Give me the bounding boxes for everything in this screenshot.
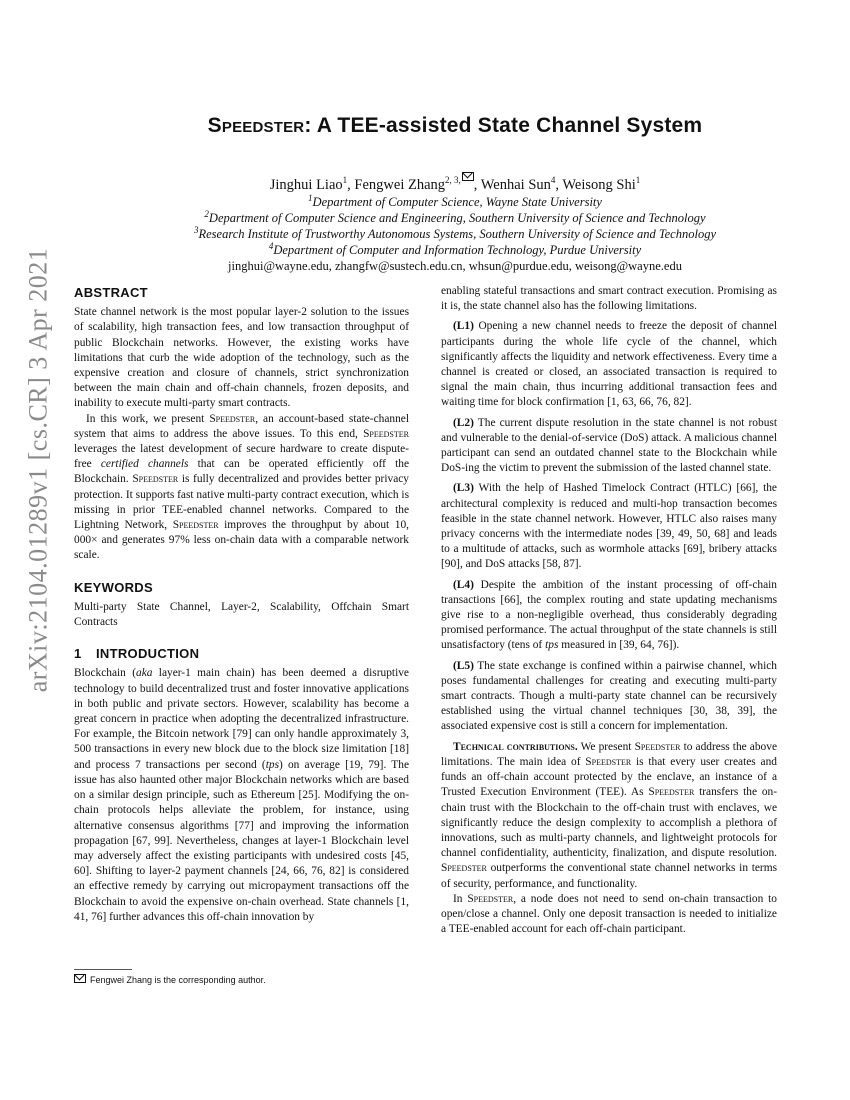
abstract-heading: ABSTRACT: [74, 285, 148, 300]
system-name: Speedster: [441, 862, 487, 875]
limitation-tag: (L4): [453, 578, 474, 591]
author-2: Fengwei Zhang: [354, 177, 446, 193]
abstract-paragraph-2: [74, 412, 409, 564]
right-column: [441, 284, 777, 937]
footnote-text: Fengwei Zhang is the corresponding author.: [90, 975, 266, 985]
emphasis: tps: [265, 758, 279, 771]
affiliation-sup: 3: [193, 225, 199, 235]
system-name: Speedster: [648, 786, 695, 799]
affiliation-sup: 1: [308, 193, 313, 203]
emphasis: certified channels: [100, 458, 189, 471]
introduction-paragraph-1: [74, 666, 409, 924]
paper-title: [60, 114, 850, 138]
intro-continuation: enabling stateful transactions and smart contract execution. Promising as it is, the state channel also has the following limitations.: [441, 285, 777, 313]
author-3-sup: 4: [550, 175, 556, 186]
author-sep: ,: [347, 177, 355, 193]
text-run: transfers the on-chain trust with the Blockchain to the off-chain trust with enclaves, we significantly reduce the design complexity to accomplish a plethora of innovations, such as multi-party channels, and lightweight protocols for channel confidentiality, authenticity, finalization, and dispute resolution.: [441, 786, 778, 860]
text-run: The state exchange is confined within a pairwise channel, which poses fundamental challenges for creating and executing multi-party smart contracts. Though a multi-party state channel can be recursively established using the virtual channel techniques [30, 38, 39], the associated expensive cost is still a concern for implementation.: [441, 659, 777, 733]
text-run: is that every user creates and funds an off-chain account protected by the enclave, an instance of a Trusted Execution Environment (TEE). As: [441, 755, 777, 799]
footnote: [74, 974, 266, 985]
text-run: In: [453, 892, 468, 905]
affiliation-sup: 4: [268, 241, 274, 251]
affiliation-4: [60, 239, 850, 258]
footnote-rule: [74, 969, 132, 970]
introduction-heading: [74, 646, 409, 661]
keywords-text: Multi-party State Channel, Layer-2, Scalability, Offchain Smart Contracts: [74, 600, 409, 629]
technical-contributions: [441, 740, 777, 892]
limitation-l2: [441, 416, 777, 477]
system-name: Speedster: [209, 412, 256, 425]
affiliation-sup: 2: [204, 209, 209, 219]
affiliation-text: Department of Computer Science, Wayne State University: [312, 195, 602, 210]
author-sep: ,: [473, 177, 481, 193]
system-name: Speedster: [172, 519, 219, 532]
author-1-sup: 1: [342, 175, 348, 186]
author-1: Jinghui Liao: [269, 177, 343, 193]
keywords-heading: KEYWORDS: [74, 579, 153, 595]
limitation-l3: [441, 481, 777, 572]
emphasis: tps: [545, 639, 559, 652]
author-sep: ,: [555, 177, 563, 193]
text-run: measured in [39, 64, 76]).: [558, 639, 680, 652]
limitation-tag: (L2): [453, 416, 474, 429]
limitation-tag: (L3): [453, 482, 474, 495]
system-name: Speedster: [363, 427, 409, 440]
text-run: Despite the ambition of the instant processing of off-chain transactions [66], the complex routing and state updating mechanisms give rise to a non-negligible overhead, thus considerably degrading promised performance. The actual throughput of the state channels is still unsatisfactory (tens of: [441, 578, 777, 652]
limitation-l5: [441, 659, 777, 735]
author-3: Wenhai Sun: [480, 177, 551, 193]
text-run: We present: [577, 740, 635, 753]
text-run: that can be operated efficiently off the Blockchain.: [74, 458, 410, 486]
system-name: Speedster: [634, 740, 681, 753]
final-paragraph: [441, 892, 777, 938]
text-run: ) on average [19, 79]. The issue has also haunted other major Blockchain networks which are based on a similar design principle, such as Ethereum [25]. Modifying the on-chain protocols helps alleviate the problem, for instance, using alternative consensus algorithms [77] and improving the information propagation [67, 99]. Nevertheless, changes at layer-1 Blockchain level may adversely affect the existing participants with undesired costs [45, 60]. Shifting to layer-2 payment channels [24, 66, 76, 82] is considered an effective remedy by carrying out micropayment transactions off the Blockchain to avoid the expensive on-chain overhead. State channels [1, 41, 76] further advances this off-chain innovation by: [74, 758, 409, 923]
affiliation-text: Department of Computer Science and Engineering, Southern University of Science and Technology: [208, 211, 706, 226]
emphasis: aka: [136, 667, 153, 680]
system-name: Speedster: [132, 473, 179, 486]
text-run: With the help of Hashed Timelock Contract (HTLC) [66], the architectural complexity is reduced and multi-hop transaction becomes feasible in the state channel network. However, HTLC also raises many privacy concerns with the intermediate nodes [39, 49, 50, 68] and leads to a multitude of attacks, such as wormhole attacks [69], bribery attacks [90], and DoS attacks [58, 87].: [441, 482, 777, 571]
text-run: The current dispute resolution in the state channel is not robust and vulnerable to the denial-of-service (DoS) attack. A malicious channel participant can send an outdated channel state to the Blockchain while DoS-ing the victim to prevent the submission of the lasted channel state.: [441, 416, 777, 475]
left-column: [74, 285, 409, 925]
system-name: Speedster: [585, 755, 632, 768]
limitation-tag: (L1): [453, 320, 474, 333]
arxiv-stamp: [14, 247, 62, 693]
author-emails: jinghui@wayne.edu, zhangfw@sustech.edu.cn, whsun@purdue.edu, weisong@wayne.edu: [228, 259, 682, 273]
text-run: to address the above limitations. The main idea of: [441, 740, 777, 768]
section-title: INTRODUCTION: [96, 646, 200, 662]
author-4: Weisong Shi: [562, 177, 636, 193]
limitation-l1: [441, 319, 777, 410]
text-run: is fully decentralized and provides better privacy protection. It supports fast native multi-party contract execution, which is missing in prior TEE-enabled channel networks. Compared to the Lightning Network,: [74, 473, 409, 532]
affiliation-text: Research Institute of Trustworthy Autonomous Systems, Southern University of Science and Technology: [198, 227, 717, 242]
arxiv-stamp-text: arXiv:2104.01289v1 [cs.CR] 3 Apr 2021: [23, 247, 52, 693]
text-run: Blockchain (: [74, 667, 136, 680]
system-name: Speedster: [467, 892, 514, 905]
text-run: outperforms the conventional state channel networks in terms of security, performance, and functionality.: [441, 862, 777, 890]
limitation-l4: [441, 578, 777, 654]
title-system-name: Speedster: [207, 114, 305, 137]
text-run: improves the throughput by about 10, 000× and generates 97% less on-chain data with a comparable network scale.: [74, 519, 409, 562]
section-number: 1: [74, 646, 82, 662]
text-run: layer-1 main chain) has been deemed a disruptive technology to build decentralized trust and foster innovative applications in both public and private sectors. However, scalability has become a great concern in practice when adopting the decentralized infrastructure. For example, the Bitcoin network [79] can only handle approximately 3, 500 transactions in every new block due to the block size limitation [18] and process 7 transactions per second (: [74, 667, 409, 771]
text-run: , a node does not need to send on-chain transaction to open/close a channel. Only one deposit transaction is needed to initialize a TEE-enabled account for each off-chain participant.: [441, 892, 777, 936]
affiliation-text: Department of Computer and Information Technology, Purdue University: [273, 243, 642, 258]
text-run: , an account-based state-channel system that aims to address the above issues. To this end,: [74, 412, 410, 440]
title-rest: : A TEE-assisted State Channel System: [304, 114, 703, 137]
limitation-tag: (L5): [453, 659, 474, 672]
text-run: Opening a new channel needs to freeze the deposit of channel participants during the whole life cycle of the channel, which significantly affects the liquidity and network effectiveness. Every time a channel is created or closed, an associated transaction is required to signal the main chain, thus incurring additional transaction fees and waiting time for block confirmation [1, 63, 66, 76, 82].: [441, 320, 777, 409]
envelope-icon: [74, 974, 86, 983]
text-run: In this work, we present: [86, 412, 210, 425]
envelope-icon: [462, 172, 474, 181]
text-run: leverages the latest development of secure hardware to create dispute-free: [74, 443, 409, 471]
abstract-paragraph-1: State channel network is the most popular layer-2 solution to the issues of scalability, high transaction fees, and low transaction throughput of public Blockchain networks. However, the existing works have limitations that curb the wide adoption of the technology, such as the expensive creation and closure of channels, strict synchronization between the main chain and off-chain channels, frozen deposits, and inability to execute multi-party smart contracts.: [74, 306, 409, 410]
author-2-sup: 2, 3,: [445, 175, 461, 186]
run-in-heading: Technical contributions.: [453, 740, 578, 753]
author-4-sup: 1: [635, 175, 641, 186]
